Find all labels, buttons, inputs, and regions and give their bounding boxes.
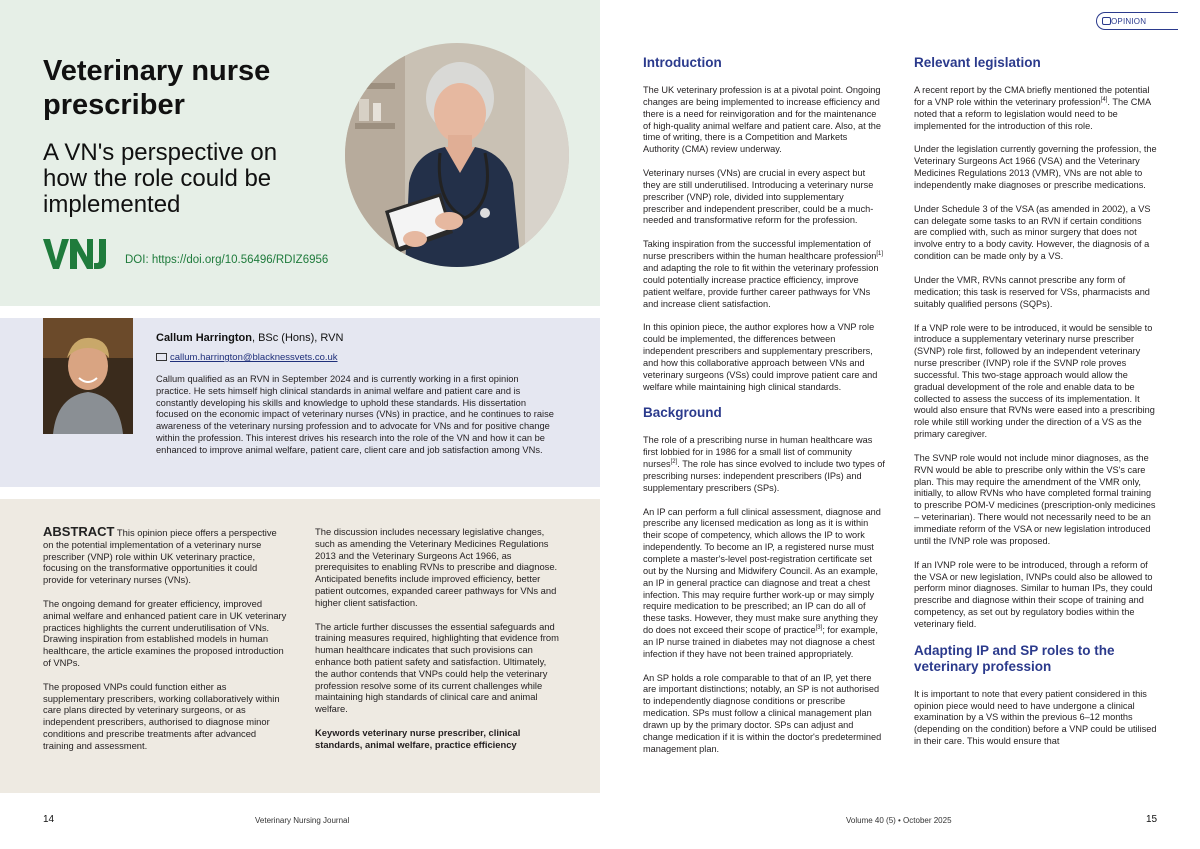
background-paragraph-3: An SP holds a role comparable to that of an IP, yet there are important distinctions; notably, an SP is not authorised to independently diagnose conditions or prescribe medication. SPs must follow a clinical management plan drawn up by the primary doctor. SPs can adjust and change medication if it is within the doctor's predetermined management plan. — [643, 672, 882, 754]
intro-paragraph-3 — [643, 239, 885, 310]
abstract-paragraph-1: This opinion piece offers a perspective on the potential implementation of a veterinary nurse prescriber (VNP) role within UK veterinary practice, focusing on the transformative opportunities it could provide for veterinary nurses (VNs). — [43, 527, 277, 586]
abstract-paragraph-4: The discussion includes necessary legislative changes, such as amending the Veterinary Medicines Regulations 2013 and the Veterinary Surgeons Act 1966, as prerequisites to enabling RVNs to prescribe and diagnose. Anticipated benefits include improved efficiency, better patient outcomes, expanded career pathways for VNs and higher client satisfaction. — [315, 526, 558, 608]
right-column-1 — [643, 55, 885, 768]
mail-icon — [156, 353, 167, 361]
right-page-number: 15 — [1146, 814, 1158, 825]
intro-p3-start: Taking inspiration from the successful implementation of nurse prescribers within the human healthcare profession — [643, 239, 877, 262]
adapting-paragraph-1: It is important to note that every patient considered in this opinion piece would need to have undergone a clinical examination by a VS within the previous 6–12 months (depending on the condition) before a VNP could be utilised in their care. This would ensure that — [914, 688, 1157, 747]
right-column-2 — [914, 55, 1157, 760]
abstract-column-2 — [315, 526, 560, 763]
vnj-logo — [43, 237, 113, 271]
reference-2[interactable]: [2] — [670, 459, 678, 466]
article-title: Veterinary nurse prescriber — [43, 55, 271, 121]
reference-1[interactable]: [1] — [876, 251, 884, 258]
speech-bubble-icon — [1102, 17, 1111, 25]
abstract-paragraph-3: The proposed VNPs could function either as supplementary prescribers, working collaboratively within care plans directed by veterinary surgeons, or as independent prescribers, authorised to diagnose minor conditions and prescribe treatments after advanced training and assessment. — [43, 680, 280, 751]
background-heading: Background — [643, 405, 722, 421]
abstract-column-1 — [43, 526, 288, 764]
legislation-paragraph-3: Under Schedule 3 of the VSA (as amended in 2002), a VS can delegate some tasks to an RVN if certain conditions are complied with, such as minor surgery that does not involve entry to a body cavity. However, the diagnosis of a condition can be made only by a VS. — [914, 203, 1151, 262]
author-email-link[interactable]: callum.harrington@blacknessvets.co.uk — [170, 352, 338, 363]
left-page-number: 14 — [43, 814, 55, 825]
reference-3[interactable]: [3] — [815, 625, 823, 631]
leg-p1-start: A recent report by the CMA briefly mentioned the potential for a VNP role within the veterinary profession — [914, 85, 1150, 107]
author-name-line — [156, 332, 343, 344]
intro-paragraph-4: In this opinion piece, the author explores how a VNP role could be implemented, the differences between independent prescribers and supplementary prescribers, and how this collaborative approach between VNs and veterinary surgeons (VSs) could improve patient care and welfare while maintaining high clinical standards. — [643, 322, 878, 392]
legislation-paragraph-7: If an IVNP role were to be introduced, through a reform of the VSA or new legislation, IVNPs could also be allowed to perform minor diagnoses. Similar to human IPs, they could prescribe and diagnose within their scope of training and competency, as set out by regulatory bodies within the veterinary field. — [914, 559, 1153, 629]
journal-name: Veterinary Nursing Journal — [255, 816, 350, 825]
doi-link[interactable]: DOI: https://doi.org/10.56496/RDIZ6956 — [125, 254, 329, 266]
abstract-paragraph-2: The ongoing demand for greater efficiency, improved animal welfare and enhanced patient care in UK veterinary practices highlights the current underutilisation of VNs. Drawing inspiration from established models in human healthcare, the article examines the proposed introduction of VNPs. — [43, 597, 287, 668]
abstract-paragraph-5: The article further discusses the essential safeguards and training measures required, highlighting that evidence from human healthcare indicates that such provisions can enhance both patient safety and satisfaction. Ultimately, the author contends that VNPs could help the veterinary profession resolve some of its current challenges while maintaining high standards of clinical care and animal welfare. — [315, 620, 559, 715]
volume-issue: Volume 40 (5) • October 2025 — [846, 816, 952, 825]
keywords-list: veterinary nurse prescriber, clinical standards, animal welfare, practice efficiency — [315, 726, 521, 750]
opinion-badge-label: OPINION — [1111, 17, 1147, 26]
introduction-heading: Introduction — [643, 55, 722, 70]
reference-4[interactable]: [4] — [1100, 96, 1108, 103]
legislation-paragraph-6: The SVNP role would not include minor diagnoses, as the RVN would be able to prescribe only within the VS's care plan. This may require the amendment of the VMR only, initially, to allow RVNs who have completed formal training to prescribe POM-V medicines (prescription-only medicines – veterinarian). There would not necessarily need to be an immediate reform of the VSA or new legislation introduced until the IVNP role was proposed. — [914, 452, 1156, 546]
adapting-heading: Adapting IP and SP roles to the veterinary profession — [914, 642, 1115, 674]
background-paragraph-1 — [643, 435, 885, 494]
leg-p1-end: . The CMA noted that a reform to legislation would need to be implemented for the introduction of this role. — [914, 96, 1151, 131]
intro-p3-end: and adapting the role to fit within the veterinary profession could potentially increase practice efficiency, improve patient welfare, provide further career pathways for VNs and increase client satisfaction. — [643, 262, 879, 309]
intro-paragraph-2: Veterinary nurses (VNs) are crucial in every aspect but they are still underutilised. Introducing a veterinary nurse prescriber (VNP) role, divided into supplementary prescriber and independent prescriber, could be a much-needed and transformative reform for the profession. — [643, 168, 874, 226]
keywords — [315, 727, 560, 751]
nurse-photo — [345, 43, 569, 267]
author-email-row — [156, 352, 338, 363]
legislation-paragraph-4: Under the VMR, RVNs cannot prescribe any form of medication; this task is reserved for VSs, pharmacists and suitably qualified persons (SQPs). — [914, 274, 1150, 309]
author-credentials: , BSc (Hons), RVN — [251, 332, 344, 344]
article-subtitle: A VN's perspective on how the role could be implemented — [43, 139, 278, 218]
abstract-label: ABSTRACT — [43, 524, 115, 539]
opinion-badge — [1096, 12, 1178, 30]
bg-p2-end: ; for example, an IP nurse trained in diabetes may not diagnose a chest infection if they have not been trained appropriately. — [643, 625, 878, 659]
background-paragraph-2 — [643, 507, 885, 661]
legislation-paragraph-5: If a VNP role were to be introduced, it would be sensible to introduce a supplementary veterinary nurse prescriber (SVNP) role first, followed by an independent veterinary nurse prescriber (IVNP) role if the SVNP role proves successful. This two-stage approach would allow the gradual development of the role and enable data to be collected to assess the success of its implementation. It would also ensure that RVNs were eased into a prescribing role while still working under the direction of a VS as the primary caregiver. — [914, 322, 1155, 440]
author-name: Callum Harrington — [156, 332, 252, 344]
legislation-paragraph-1 — [914, 85, 1157, 132]
intro-paragraph-1: The UK veterinary profession is at a pivotal point. Ongoing changes are being implemented to increase efficiency and there is a need for reinvigoration and for the maintenance of high-quality animal welfare and patient care. Also, at the time of writing, there is a Competition and Markets Authority (CMA) review underway. — [643, 85, 881, 155]
keywords-label: Keywords — [315, 726, 360, 738]
legislation-paragraph-2: Under the legislation currently governing the profession, the Veterinary Surgeons Act 1966 (VSA) and the Veterinary Medicines Regulations 2013 (VMR), VNs are not able to independently make diagnoses or prescribe medications. — [914, 144, 1157, 190]
bg-p2-start: An IP can perform a full clinical assessment, diagnose and prescribe any licensed medication as long as it is within their scope of competency, which allows the IP to work independently. To become an IP, a registered nurse must complete a master's-level post-registration certificate set out by the Nursing and Midwifery Council. As an example, an IP in general practice can diagnose and treat a chest infection. This may require further work-up or may simply require medication to be prescribed; an IP can do all of these tasks. However, they must make sure anything they do does not exceed their scope of practice — [643, 506, 881, 636]
bg-p1-start: The role of a prescribing nurse in human healthcare was first lobbied for in 1986 for a small list of community nurses — [643, 435, 873, 470]
author-avatar — [43, 318, 133, 434]
legislation-heading: Relevant legislation — [914, 55, 1041, 70]
author-bio: Callum qualified as an RVN in September 2024 and is currently working in a first opinion practice. He sets himself high clinical standards in animal welfare and patient care and is constantly developing his skills and knowledge to uphold these standards. His dissertation focused on the economic impact of veterinary nurses (VNs) in practice, and he continues to raise awareness of the veterinary nursing profession and to advocate for VNs and for positive change within the profession. This interest drives his research into the role of the VN and how it can be enhanced to improve animal welfare, patient care, client care and job satisfaction among VNs. — [156, 374, 554, 455]
bg-p1-end: . The role has since evolved to include two types of prescribing nurses: independent prescribers (IPs) and supplementary prescribers (SPs). — [643, 459, 885, 493]
